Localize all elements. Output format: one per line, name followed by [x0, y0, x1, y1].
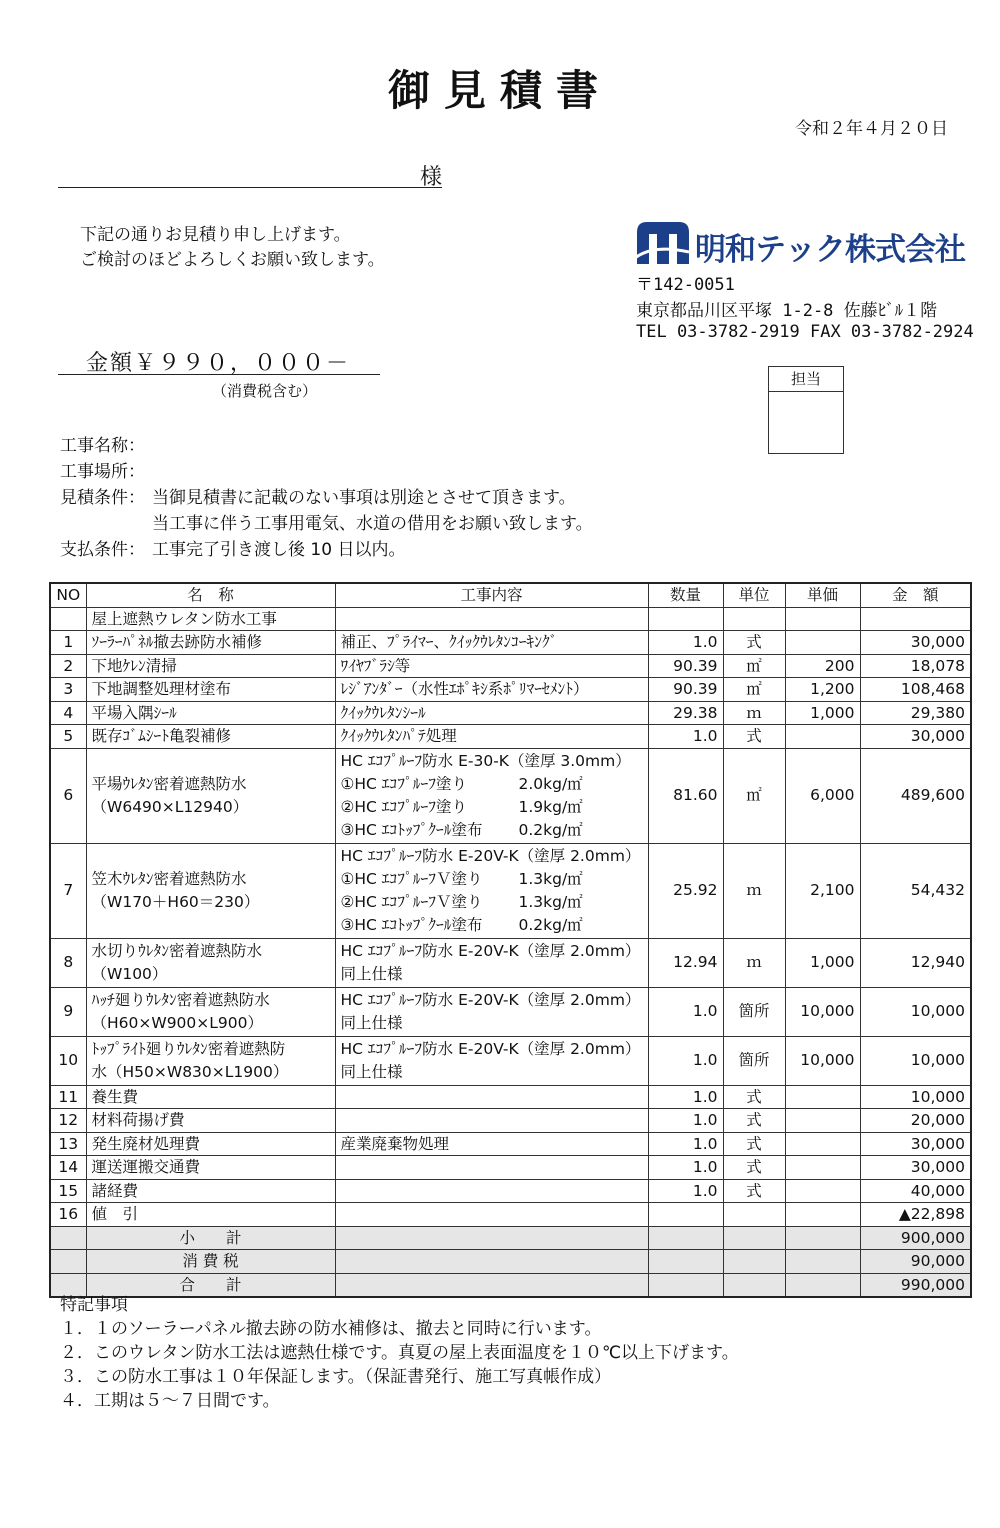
row-unit: ㎡	[723, 678, 785, 702]
estimate-table	[49, 582, 972, 1298]
row-no: 4	[50, 701, 86, 725]
row-price: 10,000	[785, 987, 860, 1036]
row-qty: 1.0	[648, 1132, 723, 1156]
shiharai-label: 支払条件：	[60, 540, 145, 560]
row-qty	[648, 1203, 723, 1227]
table-row	[50, 987, 971, 1036]
row-amount: ▲22,898	[860, 1203, 971, 1227]
greeting-line-1: 下記の通りお見積り申し上げます。	[80, 225, 351, 245]
total-spacer	[335, 1250, 648, 1274]
row-no: 11	[50, 1085, 86, 1109]
row-name: ｿｰﾗｰﾊﾟﾈﾙ撤去跡防水補修	[86, 631, 335, 655]
row-no: 2	[50, 654, 86, 678]
addressee-line	[58, 160, 442, 188]
company-tel-fax: TEL 03-3782-2919 FAX 03-3782-2924	[636, 322, 974, 342]
company-address: 東京都品川区平塚 1-2-8 佐藤ﾋﾞﾙ１階	[636, 301, 938, 321]
row-price	[785, 1085, 860, 1109]
note-item: １．１のソーラーパネル撤去跡の防水補修は、撤去と同時に行います。	[60, 1319, 602, 1339]
row-amount: 108,468	[860, 678, 971, 702]
row-name: 平場ｳﾚﾀﾝ密着遮熱防水 （W6490×L12940）	[86, 748, 335, 843]
total-amount-cell: 90,000	[860, 1250, 971, 1274]
row-unit: 式	[723, 1132, 785, 1156]
row-amount: 489,600	[860, 748, 971, 843]
row-qty: 12.94	[648, 938, 723, 987]
row-unit: 式	[723, 725, 785, 749]
row-unit: 式	[723, 1085, 785, 1109]
row-unit: ㎡	[723, 654, 785, 678]
row-content: HC ｴｺﾌﾟﾙｰﾌ防水 E-20V-K（塗厚 2.0mm） 同上仕様	[335, 1036, 648, 1085]
tax-included-note: （消費税含む）	[212, 382, 318, 400]
section-title: 屋上遮熱ウレタン防水工事	[86, 607, 335, 631]
row-amount: 18,078	[860, 654, 971, 678]
table-row	[50, 1156, 971, 1180]
row-price: 1,000	[785, 938, 860, 987]
row-content: HC ｴｺﾌﾟﾙｰﾌ防水 E-20V-K（塗厚 2.0mm） 同上仕様	[335, 987, 648, 1036]
table-row	[50, 1036, 971, 1085]
row-name: 諸経費	[86, 1179, 335, 1203]
row-price: 10,000	[785, 1036, 860, 1085]
total-spacer	[723, 1250, 785, 1274]
row-content: 補正、ﾌﾟﾗｲﾏｰ、ｸｲｯｸｳﾚﾀﾝｺｰｷﾝｸﾞ	[335, 631, 648, 655]
row-no: 1	[50, 631, 86, 655]
shiharai-row	[60, 535, 405, 560]
koji-place-label: 工事場所：	[60, 462, 145, 482]
notes-heading: 特記事項	[60, 1295, 128, 1315]
total-spacer	[648, 1250, 723, 1274]
row-amount: 12,940	[860, 938, 971, 987]
total-amount-cell: 990,000	[860, 1273, 971, 1297]
row-qty: 1.0	[648, 987, 723, 1036]
row-unit: 式	[723, 1156, 785, 1180]
row-no: 16	[50, 1203, 86, 1227]
row-content: HC ｴｺﾌﾟﾙｰﾌ防水 E-20V-K（塗厚 2.0mm） ①HC ｴｺﾌﾟﾙｰﾌＶ塗り 1.3kg/㎡ ②HC ｴｺﾌﾟﾙｰﾌＶ塗り 1.3kg/㎡ ③HC ｴｺﾄｯﾌﾟｸｰﾙ塗布 0.2kg/㎡	[335, 843, 648, 938]
total-row	[50, 1250, 971, 1274]
row-name: 下地調整処理材塗布	[86, 678, 335, 702]
row-no: 6	[50, 748, 86, 843]
row-no: 10	[50, 1036, 86, 1085]
table-row	[50, 1085, 971, 1109]
row-content	[335, 1203, 648, 1227]
total-spacer	[785, 1226, 860, 1250]
table-row	[50, 654, 971, 678]
row-amount: 20,000	[860, 1109, 971, 1133]
row-qty: 1.0	[648, 1085, 723, 1109]
row-unit: ｍ	[723, 701, 785, 725]
table-row	[50, 631, 971, 655]
row-content: HC ｴｺﾌﾟﾙｰﾌ防水 E-20V-K（塗厚 2.0mm） 同上仕様	[335, 938, 648, 987]
row-price	[785, 1156, 860, 1180]
note-item: ３．この防水工事は１０年保証します。（保証書発行、施工写真帳作成）	[60, 1367, 612, 1387]
amount-line	[58, 348, 380, 375]
row-content: 産業廃棄物処理	[335, 1132, 648, 1156]
row-content: ｸｲｯｸｳﾚﾀﾝｼｰﾙ	[335, 701, 648, 725]
row-qty: 1.0	[648, 725, 723, 749]
total-spacer	[785, 1273, 860, 1297]
issue-date: 令和２年４月２０日	[795, 119, 948, 139]
row-unit: ｍ	[723, 938, 785, 987]
row-qty: 29.38	[648, 701, 723, 725]
total-label: 小 計	[86, 1226, 335, 1250]
mitsumori-row	[60, 483, 576, 508]
total-spacer	[50, 1226, 86, 1250]
total-label: 合 計	[86, 1273, 335, 1297]
row-name: ﾄｯﾌﾟﾗｲﾄ廻りｳﾚﾀﾝ密着遮熱防 水（H50×W830×L1900）	[86, 1036, 335, 1085]
row-amount: 29,380	[860, 701, 971, 725]
addressee-suffix: 様	[419, 165, 442, 190]
company-postal: 〒142-0051	[636, 275, 735, 295]
row-qty: 1.0	[648, 1156, 723, 1180]
row-unit: 式	[723, 1109, 785, 1133]
row-price: 2,100	[785, 843, 860, 938]
col-header-unit: 単位	[723, 583, 785, 607]
koji-name-row	[60, 431, 152, 456]
row-price: 1,200	[785, 678, 860, 702]
row-content	[335, 1156, 648, 1180]
row-unit: ㎡	[723, 748, 785, 843]
row-qty: 1.0	[648, 631, 723, 655]
note-item: ４．工期は５～７日間です。	[60, 1391, 280, 1411]
total-spacer	[50, 1250, 86, 1274]
mitsumori-label: 見積条件：	[60, 488, 145, 508]
row-qty: 90.39	[648, 654, 723, 678]
row-qty: 81.60	[648, 748, 723, 843]
person-in-charge-box	[768, 366, 844, 454]
document-title: 御見積書	[387, 66, 612, 115]
row-name: 養生費	[86, 1085, 335, 1109]
row-content	[335, 1109, 648, 1133]
total-amount-cell: 900,000	[860, 1226, 971, 1250]
col-header-amount: 金 額	[860, 583, 971, 607]
row-amount: 30,000	[860, 1156, 971, 1180]
total-spacer	[785, 1250, 860, 1274]
row-content: HC ｴｺﾌﾟﾙｰﾌ防水 E-30-K（塗厚 3.0mm） ①HC ｴｺﾌﾟﾙｰﾌ塗り 2.0kg/㎡ ②HC ｴｺﾌﾟﾙｰﾌ塗り 1.9kg/㎡ ③HC ｴｺﾄｯﾌﾟｸｰﾙ塗布 0.2kg/㎡	[335, 748, 648, 843]
row-name: 材料荷揚げ費	[86, 1109, 335, 1133]
row-qty: 25.92	[648, 843, 723, 938]
col-header-no: NO	[50, 583, 86, 607]
row-price	[785, 1132, 860, 1156]
total-spacer	[648, 1226, 723, 1250]
row-no: 12	[50, 1109, 86, 1133]
row-content: ｸｲｯｸｳﾚﾀﾝﾊﾟﾃ処理	[335, 725, 648, 749]
row-content	[335, 1085, 648, 1109]
company-logo	[633, 218, 965, 268]
company-logo-mark-icon	[633, 218, 693, 266]
row-price: 200	[785, 654, 860, 678]
shiharai-text: 工事完了引き渡し後 10 日以内。	[152, 540, 406, 560]
table-header-row	[50, 583, 971, 607]
row-name: 値 引	[86, 1203, 335, 1227]
koji-place-row	[60, 457, 152, 482]
note-item: ２．このウレタン防水工法は遮熱仕様です。真夏の屋上表面温度を１０℃以上下げます。	[60, 1343, 739, 1363]
row-qty: 1.0	[648, 1036, 723, 1085]
row-no: 15	[50, 1179, 86, 1203]
row-unit: 式	[723, 631, 785, 655]
total-spacer	[335, 1273, 648, 1297]
col-header-price: 単価	[785, 583, 860, 607]
total-spacer	[648, 1273, 723, 1297]
row-no: 8	[50, 938, 86, 987]
table-row	[50, 1203, 971, 1227]
total-amount: 金額￥９９０，０００－	[86, 351, 351, 376]
row-amount: 30,000	[860, 631, 971, 655]
row-price	[785, 1203, 860, 1227]
row-no: 7	[50, 843, 86, 938]
total-spacer	[723, 1226, 785, 1250]
table-row	[50, 678, 971, 702]
row-no: 3	[50, 678, 86, 702]
row-amount: 10,000	[860, 1085, 971, 1109]
row-amount: 10,000	[860, 1036, 971, 1085]
row-name: 水切りｳﾚﾀﾝ密着遮熱防水 （W100）	[86, 938, 335, 987]
row-content	[335, 1179, 648, 1203]
row-amount: 54,432	[860, 843, 971, 938]
row-name: 発生廃材処理費	[86, 1132, 335, 1156]
greeting-line-2: ご検討のほどよろしくお願い致します。	[80, 250, 385, 270]
row-name: 平場入隅ｼｰﾙ	[86, 701, 335, 725]
col-header-qty: 数量	[648, 583, 723, 607]
table-row	[50, 1179, 971, 1203]
total-row	[50, 1226, 971, 1250]
row-no: 13	[50, 1132, 86, 1156]
koji-name-label: 工事名称：	[60, 436, 145, 456]
row-name: 既存ｺﾞﾑｼｰﾄ亀裂補修	[86, 725, 335, 749]
mitsumori-text-1: 当御見積書に記載のない事項は別途とさせて頂きます。	[152, 488, 576, 508]
row-amount: 30,000	[860, 1132, 971, 1156]
total-spacer	[335, 1226, 648, 1250]
row-no: 5	[50, 725, 86, 749]
row-qty: 90.39	[648, 678, 723, 702]
row-amount: 40,000	[860, 1179, 971, 1203]
row-name: ﾊｯﾁ廻りｳﾚﾀﾝ密着遮熱防水 （H60×W900×L900）	[86, 987, 335, 1036]
company-name: 明和テック株式会社	[695, 232, 965, 268]
table-row	[50, 701, 971, 725]
table-row	[50, 1132, 971, 1156]
table-row	[50, 725, 971, 749]
row-no: 9	[50, 987, 86, 1036]
person-in-charge-label: 担当	[769, 367, 843, 392]
row-unit: 箇所	[723, 987, 785, 1036]
row-price	[785, 1179, 860, 1203]
section-row	[50, 607, 971, 631]
row-price	[785, 725, 860, 749]
row-unit: ｍ	[723, 843, 785, 938]
col-header-content: 工事内容	[335, 583, 648, 607]
row-price	[785, 1109, 860, 1133]
row-unit: 式	[723, 1179, 785, 1203]
row-no: 14	[50, 1156, 86, 1180]
total-label: 消 費 税	[86, 1250, 335, 1274]
row-unit	[723, 1203, 785, 1227]
row-content: ﾚｼﾞｱﾝﾀﾞｰ（水性ｴﾎﾟｷｼ系ﾎﾟﾘﾏｰｾﾒﾝﾄ）	[335, 678, 648, 702]
table-row	[50, 1109, 971, 1133]
total-spacer	[723, 1273, 785, 1297]
table-row	[50, 843, 971, 938]
row-price	[785, 631, 860, 655]
row-price: 6,000	[785, 748, 860, 843]
row-amount: 30,000	[860, 725, 971, 749]
row-price: 1,000	[785, 701, 860, 725]
row-unit: 箇所	[723, 1036, 785, 1085]
row-qty: 1.0	[648, 1109, 723, 1133]
row-name: 下地ｹﾚﾝ清掃	[86, 654, 335, 678]
row-name: 運送運搬交通費	[86, 1156, 335, 1180]
mitsumori-text-2: 当工事に伴う工事用電気、水道の借用をお願い致します。	[152, 514, 593, 534]
row-content: ﾜｲﾔﾌﾞﾗｼ等	[335, 654, 648, 678]
col-header-name: 名 称	[86, 583, 335, 607]
row-amount: 10,000	[860, 987, 971, 1036]
table-row	[50, 938, 971, 987]
row-name: 笠木ｳﾚﾀﾝ密着遮熱防水 （W170＋H60＝230）	[86, 843, 335, 938]
table-row	[50, 748, 971, 843]
row-qty: 1.0	[648, 1179, 723, 1203]
total-row	[50, 1273, 971, 1297]
